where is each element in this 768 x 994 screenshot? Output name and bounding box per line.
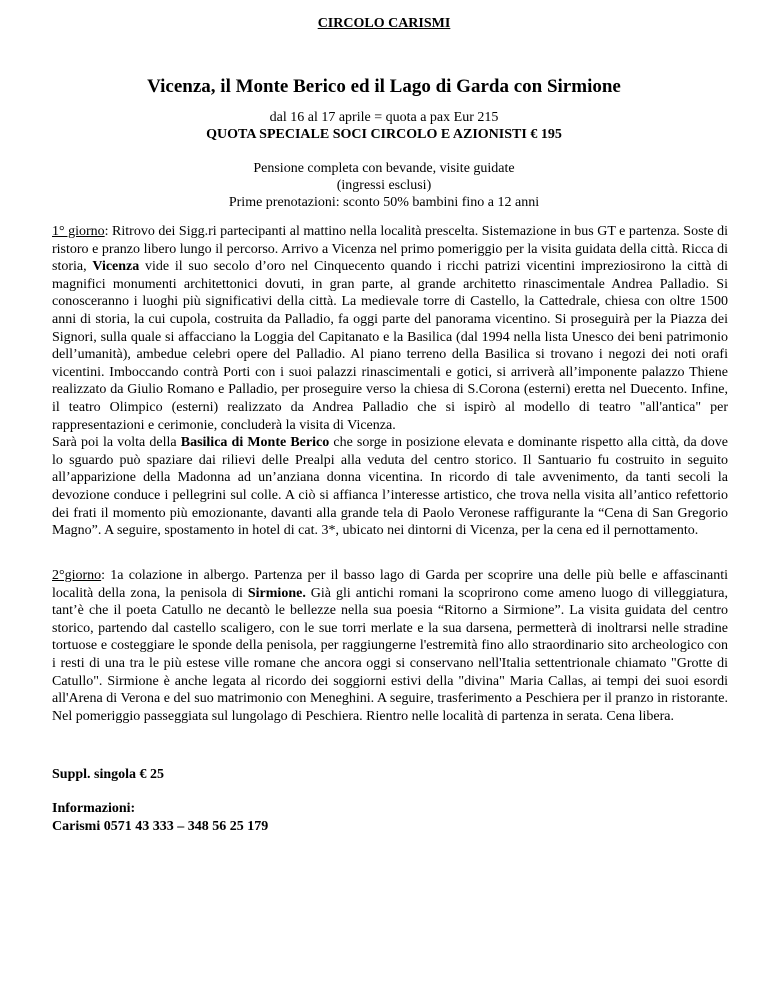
day-1-paragraph-2 — [52, 434, 728, 540]
info-block — [52, 800, 728, 835]
document-title: Vicenza, il Monte Berico ed il Lago di Garda con Sirmione — [147, 76, 621, 97]
contact-line: Carismi 0571 43 333 – 348 56 25 179 — [52, 818, 269, 834]
day-2-section — [52, 567, 728, 725]
day-1-vicenza: Vicenza — [92, 259, 140, 275]
day-2-text-a: : 1a colazione in albergo. Partenza per il basso lago di Garda per scoprire una delle più belle e affascinanti località della zona, la penisola di — [52, 568, 728, 601]
inclusions-block — [0, 160, 768, 211]
day-1-paragraph-1 — [52, 223, 728, 434]
info-label: Informazioni: — [52, 801, 136, 816]
inclusions-line-3: Prime prenotazioni: sconto 50% bambini fino a 12 anni — [228, 195, 540, 210]
day-2-sirmione: Sirmione. — [247, 585, 306, 601]
organization-name: CIRCOLO CARISMI — [317, 16, 451, 31]
inclusions-line-2: (ingressi esclusi) — [336, 178, 432, 193]
day-1-label: 1° giorno — [52, 224, 105, 239]
day-1-basilica: Basilica di Monte Berico — [180, 435, 330, 451]
day-1-p2-text-a: Sarà poi la volta della — [52, 435, 181, 451]
day-1-text-b: vide il suo secolo d’oro nel Cinquecento quando i ricchi patrizi vicentini impreziosirono la città di magnifici monumenti architettonici dovuti, in gran parte, al grande architetto rinascimentale Andrea Palladio. Si conosceranno i luoghi più significativi della città. La medievale torre di Castello, la Cattedrale, chiesa con oltre 1500 anni di storia, la cui cupola, costruita da Palladio, fa oggi parte del panorama vicentino. Si proseguirà per la Piazza dei Signori, sulla quale si affacciano la Loggia del Capitanato e la Basilica (dal 1994 nella lista Unesco dei beni patrimonio dell’umanità), ambedue celebri opere del Palladio. Al piano terreno della Basilica si trovano i negozi dei noti orafi vicentini. Imboccando contrà Porti con i suoi palazzi rinascimentali e gotici, si arriverà all’imponente palazzo Thiene realizzato da Giulio Romano e Palladio, per proseguire verso la chiesa di S.Corona (esterni) eretta nel Duecento. Infine, il teatro Olimpico (esterni) realizzato da Andrea Palladio che si ispirò al modello di teatro "all'antica" per rappresentazioni e cerimonie, concluderà la visita di Vicenza. — [52, 259, 728, 433]
dates-price: dal 16 al 17 aprile = quota a pax Eur 215 — [269, 110, 499, 125]
day-2-text-b: Già gli antichi romani la scoprirono come ameno luogo di villeggiatura, tant’è che il poeta Catullo ne decantò le bellezze nella sua poesia “Ritorno a Sirmione”. La visita guidata del centro storico, partendo dal castello scaligero, con le sue torri merlate e la sua darsena, permetterà di inoltrarsi nelle stradine tortuose e costeggiare le sponde della penisola, per raggiungerne l'estremità fino allo straordinario sito archeologico con i resti di una tra le più estese ville romane che ancora oggi si conservano nell'Italia settentrionale chiamato "Grotte di Catullo". Sirmione è anche legata al ricordo dei soggiorni estivi della "divina" Maria Callas, ai tempi dei suoi esordi all'Arena di Verona e del suo matrimonio con Meneghini. A seguire, trasferimento a Peschiera per il pranzo in ristorante. Nel pomeriggio passeggiata sul lungolago di Peschiera. Rientro nelle località di partenza in serata. Cena libera. — [52, 585, 729, 724]
supplement-line: Suppl. singola € 25 — [52, 767, 165, 782]
day-1-section — [52, 223, 728, 540]
inclusions-line-1: Pensione completa con bevande, visite guidate — [253, 161, 515, 176]
day-2-label: 2°giorno — [52, 568, 102, 583]
pricing-block — [0, 109, 768, 143]
special-price: QUOTA SPECIALE SOCI CIRCOLO E AZIONISTI € 195 — [206, 127, 562, 142]
day-2-paragraph — [52, 567, 728, 725]
day-1-text-a: : Ritrovo dei Sigg.ri partecipanti al mattino nella località prescelta. Sistemazione in bus GT e partenza. Soste di ristoro e pranzo libero lungo il percorso. Arrivo a Vicenza nel primo pomeriggio per la visita guidata della città. Ricca di storia, — [52, 224, 729, 275]
day-1-p2-text-b: che sorge in posizione elevata e dominante rispetto alla città, da dove lo sguardo può spaziare dai rilievi delle Prealpi alla veduta del centro storico. Il Santuario fu costruito in seguito all’apparizione della Madonna ad un’anziana donna vicentina. In ricordo di tale avvenimento, da tanti secoli la devozione conduce i pellegrini sul colle. A ciò si affianca l’interesse artistico, che trova nella visita all’antico refettorio dei frati il momento più emozionante, davanti alla grande tela di Paolo Veronese raffigurante la “Cena di San Gregorio Magno”. A seguire, spostamento in hotel di cat. 3*, ubicato nei dintorni di Vicenza, per la cena ed il pernottamento. — [52, 435, 728, 539]
